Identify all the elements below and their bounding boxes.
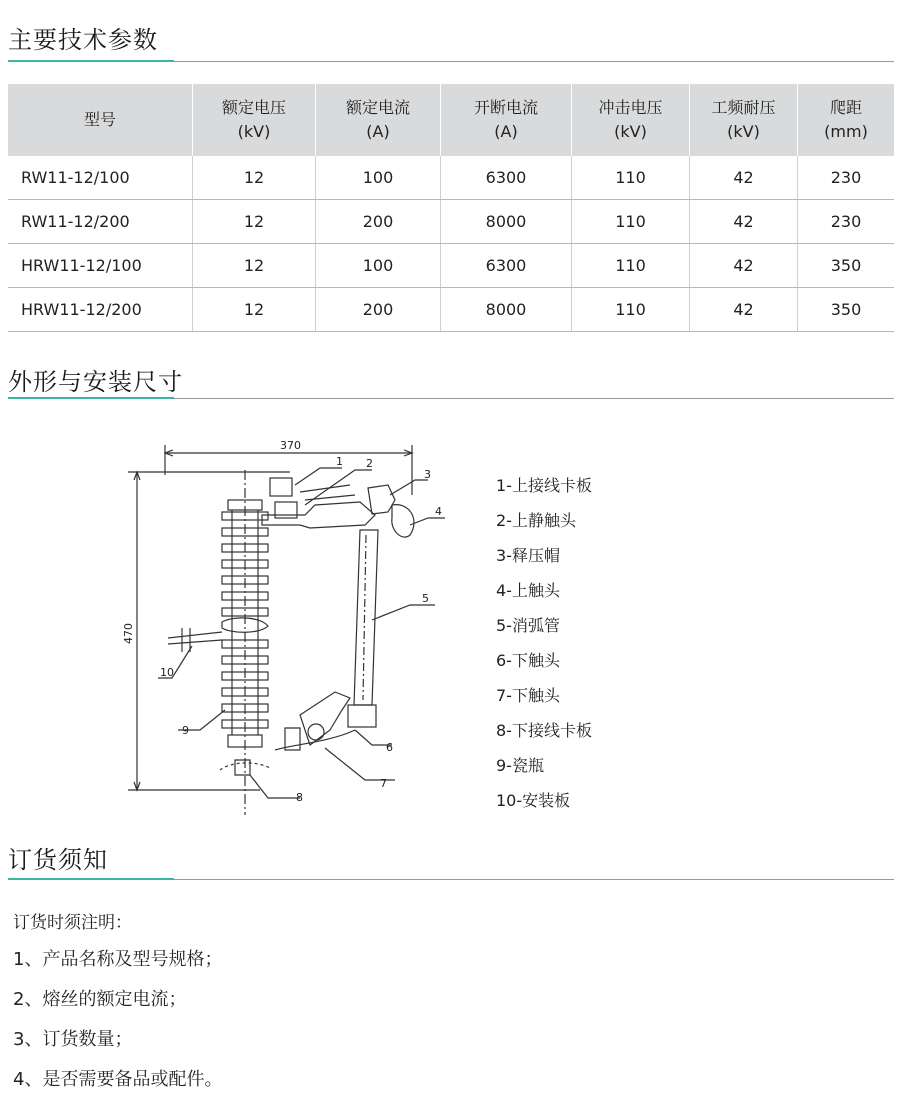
cell-value: 110 bbox=[572, 200, 690, 244]
cell-value: 6300 bbox=[441, 156, 572, 200]
cell-value: 230 bbox=[798, 156, 895, 200]
cell-value: 110 bbox=[572, 288, 690, 332]
legend-item: 2-上静触头 bbox=[496, 511, 576, 530]
callout-8: 8 bbox=[296, 791, 303, 804]
mounting-plate bbox=[168, 628, 222, 652]
table-row bbox=[8, 200, 894, 244]
order-notes-lead: 订货时须注明： bbox=[13, 913, 132, 933]
callout-4: 4 bbox=[435, 505, 442, 518]
order-note-item: 2、熔丝的额定电流； bbox=[13, 989, 187, 1010]
spec-section-rule bbox=[8, 61, 894, 62]
callout-leaders bbox=[158, 468, 445, 798]
cell-value: 8000 bbox=[441, 200, 572, 244]
fuse-outline-drawing bbox=[110, 430, 450, 820]
order-section-title: 订货须知 bbox=[8, 846, 108, 874]
cell-value: 12 bbox=[193, 244, 316, 288]
legend-item: 1-上接线卡板 bbox=[496, 476, 592, 495]
callout-1: 1 bbox=[336, 455, 343, 468]
legend-item: 5-消弧管 bbox=[496, 616, 560, 635]
cell-value: 200 bbox=[316, 288, 441, 332]
spec-table bbox=[8, 84, 894, 332]
order-note-item: 3、订货数量； bbox=[13, 1029, 133, 1050]
callout-2: 2 bbox=[366, 457, 373, 470]
table-row bbox=[8, 244, 894, 288]
cell-value: 110 bbox=[572, 244, 690, 288]
cell-model: HRW11-12/200 bbox=[8, 288, 193, 332]
callout-3: 3 bbox=[424, 468, 431, 481]
rule-accent bbox=[8, 60, 174, 62]
order-notes bbox=[13, 908, 222, 1107]
order-section-rule bbox=[8, 879, 894, 880]
legend-item: 9-瓷瓶 bbox=[496, 756, 544, 775]
dimension-section-rule bbox=[8, 398, 894, 399]
col-header-breaking-current: 开断电流 (A) bbox=[441, 84, 572, 156]
dimension-section-title: 外形与安装尺寸 bbox=[8, 368, 183, 396]
cell-value: 12 bbox=[193, 288, 316, 332]
col-header-power-freq-voltage: 工频耐压 (kV) bbox=[690, 84, 798, 156]
cell-value: 100 bbox=[316, 156, 441, 200]
callout-5: 5 bbox=[422, 592, 429, 605]
spec-section-title: 主要技术参数 bbox=[8, 26, 158, 54]
table-header-row bbox=[8, 84, 894, 156]
col-header-rated-voltage: 额定电压 (kV) bbox=[193, 84, 316, 156]
cell-value: 200 bbox=[316, 200, 441, 244]
legend-item: 10-安装板 bbox=[496, 791, 571, 810]
cell-value: 42 bbox=[690, 156, 798, 200]
table-row bbox=[8, 156, 894, 200]
cell-value: 8000 bbox=[441, 288, 572, 332]
callout-9: 9 bbox=[182, 724, 189, 737]
order-note-item: 1、产品名称及型号规格； bbox=[13, 949, 223, 970]
rule-accent bbox=[8, 878, 174, 880]
legend-item: 3-释压帽 bbox=[496, 546, 560, 565]
cell-value: 230 bbox=[798, 200, 895, 244]
cell-value: 350 bbox=[798, 288, 895, 332]
cell-value: 12 bbox=[193, 156, 316, 200]
col-header-model: 型号 bbox=[8, 84, 193, 156]
component-legend bbox=[496, 474, 592, 824]
dim-height-label: 470 bbox=[122, 623, 135, 644]
legend-item: 7-下触头 bbox=[496, 686, 560, 705]
rule-accent bbox=[8, 397, 174, 399]
cell-value: 110 bbox=[572, 156, 690, 200]
cell-value: 350 bbox=[798, 244, 895, 288]
cell-model: HRW11-12/100 bbox=[8, 244, 193, 288]
upper-contact-assembly bbox=[262, 478, 414, 537]
arc-tube bbox=[348, 530, 378, 727]
dim-width-label: 370 bbox=[280, 439, 301, 452]
legend-item: 8-下接线卡板 bbox=[496, 721, 592, 740]
cell-value: 6300 bbox=[441, 244, 572, 288]
cell-model: RW11-12/100 bbox=[8, 156, 193, 200]
order-note-item: 4、是否需要备品或配件。 bbox=[13, 1069, 223, 1090]
cell-model: RW11-12/200 bbox=[8, 200, 193, 244]
cell-value: 12 bbox=[193, 200, 316, 244]
callout-6: 6 bbox=[386, 741, 393, 754]
table-row bbox=[8, 288, 894, 332]
legend-item: 4-上触头 bbox=[496, 581, 560, 600]
cell-value: 42 bbox=[690, 288, 798, 332]
col-header-impulse-voltage: 冲击电压 (kV) bbox=[572, 84, 690, 156]
callout-7: 7 bbox=[380, 777, 387, 790]
cell-value: 42 bbox=[690, 200, 798, 244]
cell-value: 42 bbox=[690, 244, 798, 288]
callout-10: 10 bbox=[160, 666, 174, 679]
cell-value: 100 bbox=[316, 244, 441, 288]
legend-item: 6-下触头 bbox=[496, 651, 560, 670]
col-header-rated-current: 额定电流 (A) bbox=[316, 84, 441, 156]
col-header-creepage: 爬距 (mm) bbox=[798, 84, 895, 156]
